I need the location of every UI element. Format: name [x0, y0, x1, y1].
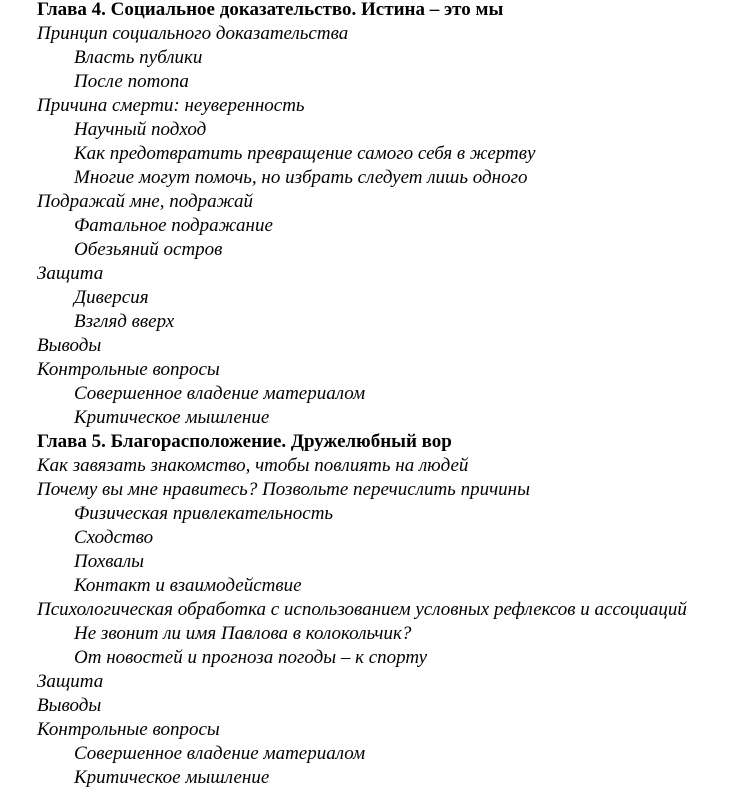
chapter-4-heading: Глава 4. Социальное доказательство. Истина – это мы [37, 0, 504, 20]
toc-subsection: Похвалы [74, 551, 145, 572]
toc-subsection: Контакт и взаимодействие [74, 575, 302, 596]
toc-section: Причина смерти: неуверенность [37, 95, 305, 116]
toc-subsection: Многие могут помочь, но избрать следует лишь одного [74, 167, 528, 188]
toc-subsection: От новостей и прогноза погоды – к спорту [74, 647, 428, 668]
toc-section: Защита [37, 671, 104, 692]
toc-subsection: Критическое мышление [74, 407, 270, 428]
toc-section: Почему вы мне нравитесь? Позвольте перечислить причины [37, 479, 530, 500]
toc-section: Принцип социального доказательства [37, 23, 349, 44]
toc-subsection: Как предотвратить превращение самого себя в жертву [74, 143, 536, 164]
toc-section: Выводы [37, 695, 102, 716]
toc-section: Контрольные вопросы [37, 719, 220, 740]
toc-subsection: Физическая привлекательность [74, 503, 334, 524]
toc-subsection: Власть публики [74, 47, 203, 68]
toc-subsection: Критическое мышление [74, 767, 270, 788]
toc-section: Подражай мне, подражай [37, 191, 254, 212]
toc-subsection: После потопа [74, 71, 189, 92]
toc-subsection: Совершенное владение материалом [74, 743, 366, 764]
toc-section: Выводы [37, 335, 102, 356]
toc-subsection: Сходство [74, 527, 154, 548]
toc-subsection: Научный подход [74, 119, 207, 140]
toc-subsection: Фатальное подражание [74, 215, 273, 236]
toc-subsection: Не звонит ли имя Павлова в колокольчик? [74, 623, 412, 644]
table-of-contents [37, 0, 755, 790]
toc-section: Защита [37, 263, 104, 284]
toc-section: Как завязать знакомство, чтобы повлиять на людей [37, 455, 469, 476]
toc-subsection: Диверсия [74, 287, 149, 308]
chapter-5-heading: Глава 5. Благорасположение. Дружелюбный вор [37, 431, 452, 452]
toc-section: Контрольные вопросы [37, 359, 220, 380]
toc-subsection: Обезьяний остров [74, 239, 223, 260]
toc-subsection: Взгляд вверх [74, 311, 175, 332]
toc-subsection: Совершенное владение материалом [74, 383, 366, 404]
toc-section: Психологическая обработка с использованием условных рефлексов и ассоциаций [37, 599, 687, 620]
